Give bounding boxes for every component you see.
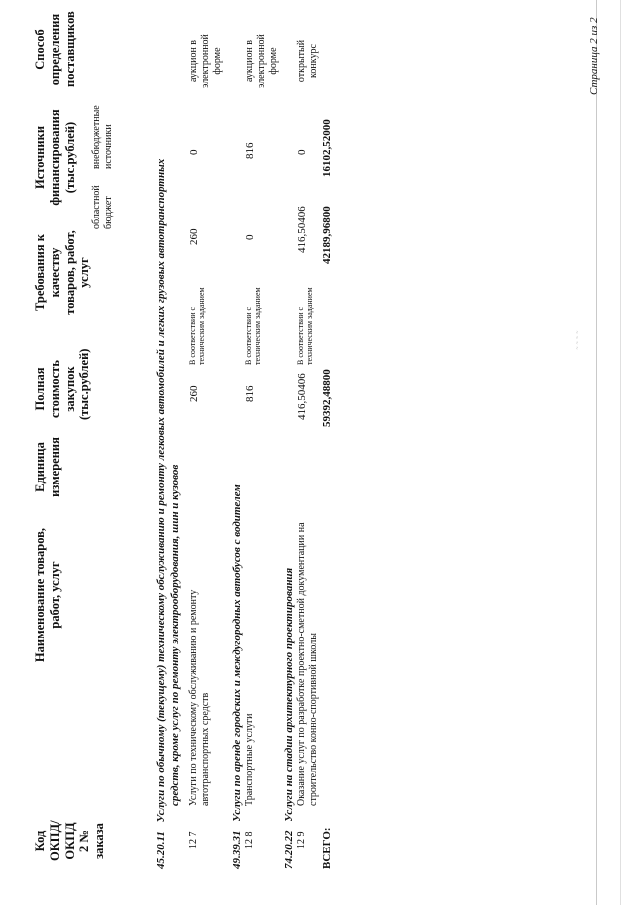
item-requirement: В соответствии с техническим заданием xyxy=(244,287,263,365)
category-title: Услуги на стадии архитектурного проектирования xyxy=(283,567,295,822)
item-extra: 816 xyxy=(244,142,256,159)
order-number: 12 9 xyxy=(296,831,307,849)
item-regional: 0 xyxy=(244,234,256,240)
totals-extra: 16102,52000 xyxy=(321,119,333,177)
item-name: Оказание услуг по разработке проектно-сметной документации на строительство конно-спортивной школы xyxy=(296,522,319,806)
category-title: Услуги по обычному (текущему) техническому обслуживанию и ремонту легковых автомобилей и легких грузовых автотранспортных xyxy=(155,158,167,823)
order-number: 12 8 xyxy=(244,831,255,849)
header-sources-extra: внебюджетные источники xyxy=(91,105,114,169)
category-code: 45.20.11 xyxy=(155,831,167,869)
totals-total: 59392,48800 xyxy=(321,369,333,427)
header-name: Наименование товаров, работ, услуг xyxy=(33,527,62,663)
item-method: аукцион в электронной форме xyxy=(244,34,279,88)
header-total: Полная стоимость закупок (тыс.рублей) xyxy=(33,348,92,420)
category-code: 49.39.31 xyxy=(231,830,243,869)
order-number: 12 7 xyxy=(188,831,199,849)
category-row xyxy=(155,159,168,869)
item-name: Услуги по техническому обслуживанию и ремонту автотранспортных средств xyxy=(188,589,211,806)
item-total: 816 xyxy=(244,385,256,402)
header-method: Способ определения поставщиков xyxy=(33,11,77,87)
item-extra: 0 xyxy=(188,149,200,155)
page-number: Страница 2 из 2 xyxy=(588,17,600,95)
scan-smudge: ˜ ˜ ˜ ˜ xyxy=(575,331,585,350)
header-unit: Единица измерения xyxy=(33,437,62,497)
header-sources: Источники финансирования (тыс.рублей) xyxy=(33,109,77,206)
scan-edge-line xyxy=(620,0,621,905)
category-code: 74.20.22 xyxy=(283,830,295,869)
category-title-cont: средств, кроме услуг по ремонту электрооборудования, шин и кузовов xyxy=(169,464,181,806)
header-sources-regional: областной бюджет xyxy=(91,185,114,229)
item-total: 416,50406 xyxy=(296,373,308,420)
item-requirement: В соответствии с техническим заданием xyxy=(188,287,207,365)
scan-edge-line xyxy=(596,0,597,905)
item-regional: 416,50406 xyxy=(296,206,308,253)
category-row xyxy=(231,484,244,869)
item-regional: 260 xyxy=(188,228,200,245)
item-method: аукцион в электронной форме xyxy=(188,34,223,88)
totals-regional: 42189,96800 xyxy=(321,206,333,264)
item-total: 260 xyxy=(188,385,200,402)
item-name: Транспортные услуги xyxy=(244,713,255,806)
category-row xyxy=(283,568,296,869)
item-requirement: В соответствии с техническим заданием xyxy=(296,287,315,365)
item-method: открытый конкурс xyxy=(296,39,319,83)
item-extra: 0 xyxy=(296,149,308,155)
totals-label: ВСЕГО: xyxy=(321,827,333,869)
header-requirements: Требования к качеству товаров, работ, услуг xyxy=(33,230,92,315)
category-title: Услуги по аренде городских и междугородных автобусов с водителем xyxy=(231,484,243,822)
header-code: Код ОКПД/ ОКПД 2 № заказа xyxy=(33,820,106,861)
